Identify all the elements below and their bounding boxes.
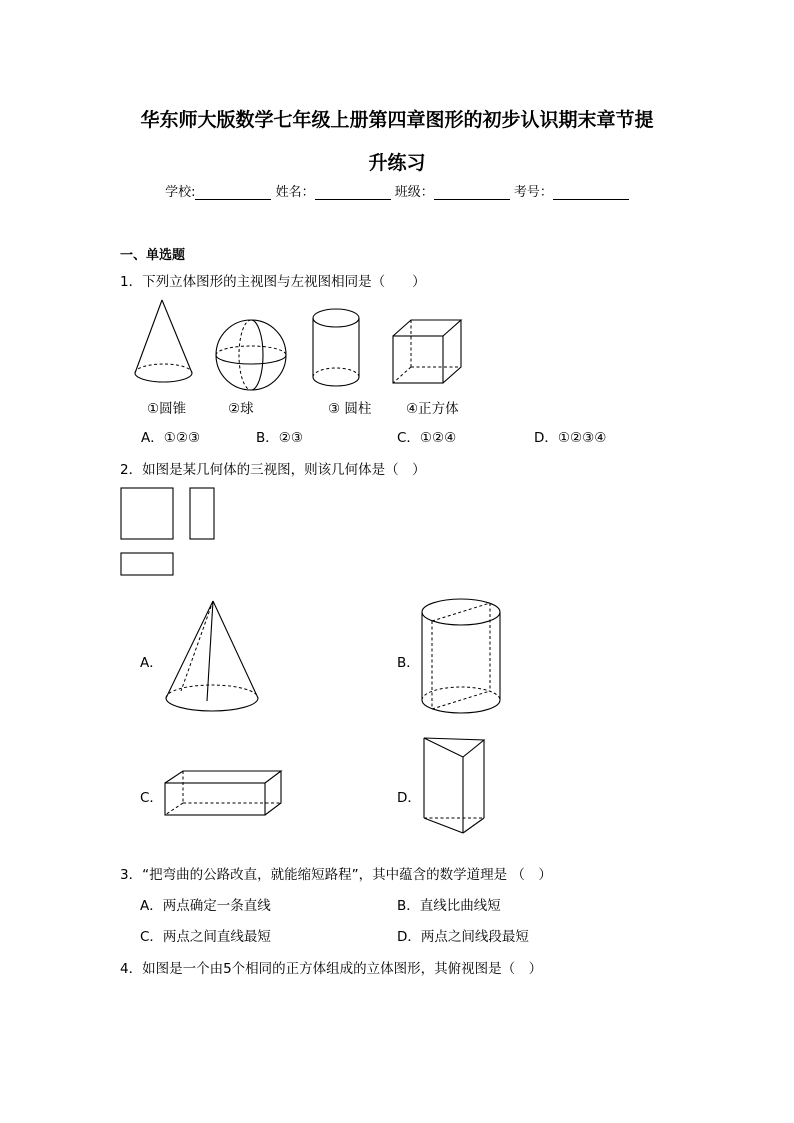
- cube-figure: [391, 318, 466, 388]
- option-c-cuboid-figure: [163, 769, 288, 819]
- q2-option-c[interactable]: C．: [140, 790, 163, 806]
- q1-option-d[interactable]: D．①②③④: [534, 430, 607, 446]
- q1-caption-cube: ④正方体: [406, 401, 459, 417]
- school-label: 学校:: [165, 185, 196, 200]
- q1-option-a[interactable]: A．①②③: [141, 430, 201, 446]
- option-a-cone-figure: [163, 598, 263, 718]
- doc-title-line1: 华东师大版数学七年级上册第四章图形的初步认识期末章节提: [140, 109, 654, 131]
- q1-option-c[interactable]: C．①②④: [397, 430, 457, 446]
- doc-title-line2: 升练习: [368, 152, 426, 174]
- class-label: 班级：: [394, 185, 434, 200]
- school-blank[interactable]: [195, 185, 271, 200]
- q1-caption-cylinder: ③ 圆柱: [328, 401, 372, 417]
- cylinder-figure: [311, 306, 366, 391]
- option-b-cylinder-figure: [420, 597, 505, 722]
- q2-option-a[interactable]: A．: [140, 655, 163, 671]
- exam-no-blank[interactable]: [553, 185, 629, 200]
- name-label: 姓名：: [275, 185, 315, 200]
- q1-option-b[interactable]: B．②③: [256, 430, 303, 446]
- three-view-figure: [120, 487, 220, 579]
- q4-stem: 4．如图是一个由5个相同的正方体组成的立体图形，其俯视图是（ ）: [120, 961, 543, 977]
- q3-stem: 3．“把弯曲的公路改直，就能缩短路程”，其中蕴含的数学道理是 （ ）: [120, 867, 552, 883]
- q2-option-b[interactable]: B．: [397, 655, 420, 671]
- q1-caption-sphere: ②球: [228, 401, 254, 417]
- exam-no-label: 考号：: [513, 185, 553, 200]
- q1-caption-cone: ①圆锥: [147, 401, 187, 417]
- q2-option-d[interactable]: D．: [397, 790, 421, 806]
- student-info-row: [0, 181, 794, 200]
- q2-stem: 2．如图是某几何体的三视图，则该几何体是（ ）: [120, 462, 426, 478]
- class-blank[interactable]: [434, 185, 510, 200]
- section-heading: 一、单选题: [120, 248, 186, 263]
- option-d-prism-figure: [421, 735, 491, 835]
- q1-stem: 1．下列立体图形的主视图与左视图相同是（ ）: [120, 274, 426, 290]
- sphere-figure: [213, 318, 293, 398]
- q3-option-c[interactable]: C．两点之间直线最短: [140, 929, 271, 945]
- name-blank[interactable]: [315, 185, 391, 200]
- cone-figure: [130, 298, 200, 388]
- q3-option-a[interactable]: A．两点确定一条直线: [140, 898, 271, 914]
- q3-option-d[interactable]: D．两点之间线段最短: [397, 929, 529, 945]
- q3-option-b[interactable]: B．直线比曲线短: [397, 898, 501, 914]
